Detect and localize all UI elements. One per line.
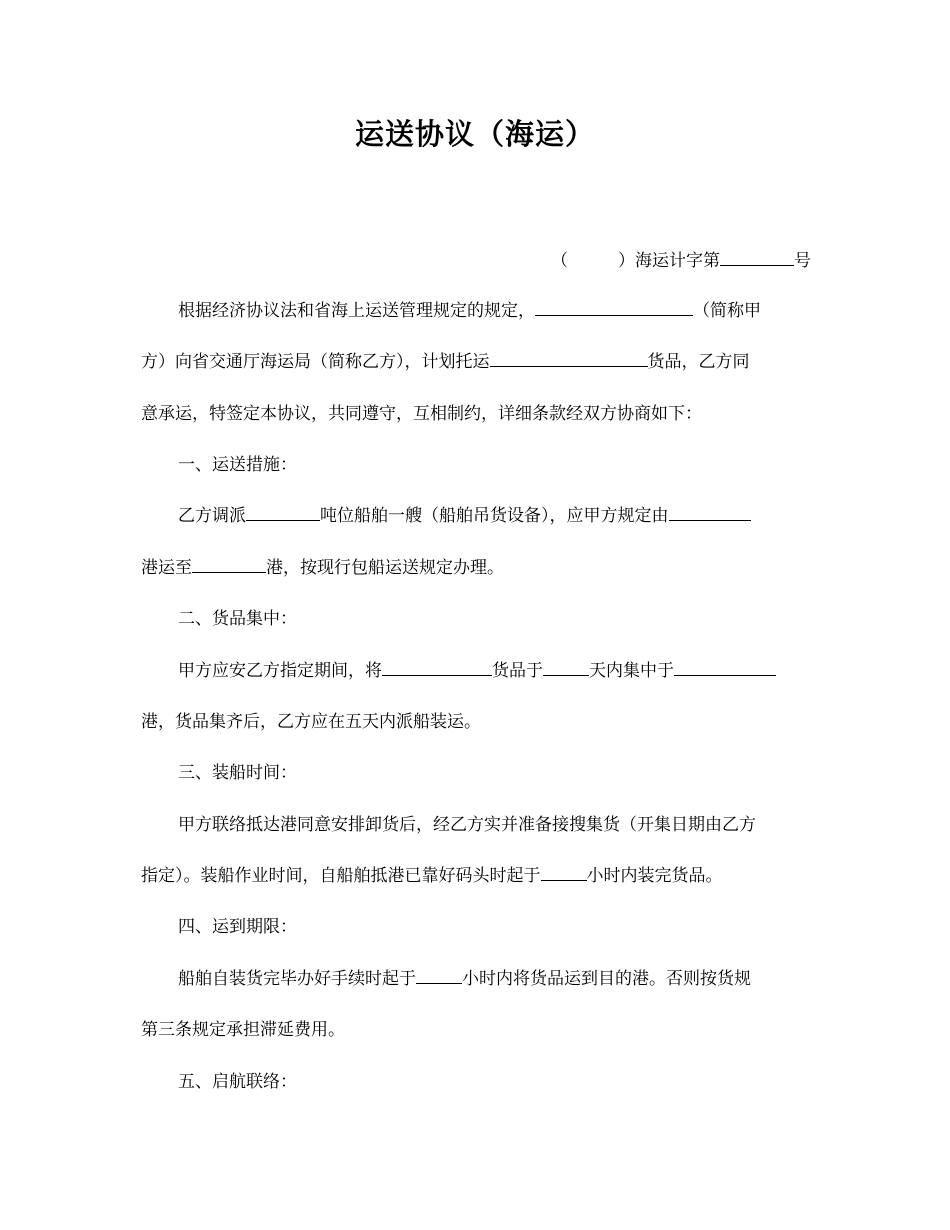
goods-blank: [490, 350, 648, 367]
section-3-heading: 三、装船时间：: [178, 763, 297, 783]
text: 小时内装完货品。: [586, 866, 723, 886]
paragraph-intro-line-3: 意承运，特签定本协议，共同遵守，互相制约，详细条款经双方协商如下：: [141, 404, 702, 424]
text: 港，按现行包船运送规定办理。: [266, 558, 504, 578]
text: 港运至: [141, 558, 192, 578]
reference-number-line: [141, 249, 811, 273]
text: 甲方应安乙方指定期间，将: [178, 661, 382, 681]
text: 货品，乙方同: [647, 352, 750, 372]
text: 船舶自装货完毕办好手续时起于: [178, 969, 416, 989]
text: 小时内将货品运到目的港。否则按货规: [462, 969, 751, 989]
document-title: 运送协议（海运）: [354, 117, 595, 151]
paragraph-intro-line-2: [141, 350, 811, 374]
ref-end: 号: [794, 251, 811, 271]
text: 根据经济协议法和省海上运送管理规定的规定，: [178, 301, 535, 321]
loading-hours-blank: [541, 864, 587, 881]
days-blank: [543, 659, 589, 676]
text: 指定）。装船作业时间，自船舶抵港已靠好码头时起于: [141, 866, 541, 886]
ref-label: ）海运计字第: [618, 251, 720, 271]
text: 天内集中于: [589, 661, 674, 681]
tonnage-blank: [246, 504, 320, 521]
destination-port-blank: [192, 556, 266, 573]
origin-port-blank: [669, 504, 751, 521]
section-3-line-1: 甲方联络抵达港同意安排卸货后，经乙方实并准备接搜集货（开集日期由乙方: [178, 815, 756, 835]
section-4-line-2: 第三条规定承担滞延费用。: [141, 1020, 345, 1040]
section-1-heading: 一、运送措施：: [178, 455, 297, 475]
transit-hours-blank: [416, 967, 462, 984]
ref-open-paren: （: [551, 251, 568, 271]
text: 吨位船舶一艘（船舶吊货设备），应甲方规定由: [320, 506, 669, 526]
text: 方）向省交通厅海运局（简称乙方），计划托运: [141, 352, 490, 372]
section-4-heading: 四、运到期限：: [178, 917, 297, 937]
section-2-line-1: [141, 659, 848, 683]
section-3-line-2: [141, 864, 811, 888]
goods-name-blank: [382, 659, 492, 676]
text: 货品于: [492, 661, 543, 681]
paragraph-intro-line-1: [141, 299, 848, 323]
section-1-line-2: [141, 556, 811, 580]
collection-port-blank: [674, 659, 776, 676]
ref-number-blank: [720, 249, 794, 266]
text: 乙方调派: [178, 506, 246, 526]
section-4-line-1: [141, 967, 848, 991]
party-a-blank: [535, 299, 693, 316]
section-2-line-2: 港，货品集齐后，乙方应在五天内派船装运。: [141, 712, 481, 732]
text: （简称甲: [693, 301, 761, 321]
section-2-heading: 二、货品集中：: [178, 609, 297, 629]
section-5-heading: 五、启航联络：: [178, 1072, 297, 1092]
section-1-line-1: [141, 504, 848, 528]
